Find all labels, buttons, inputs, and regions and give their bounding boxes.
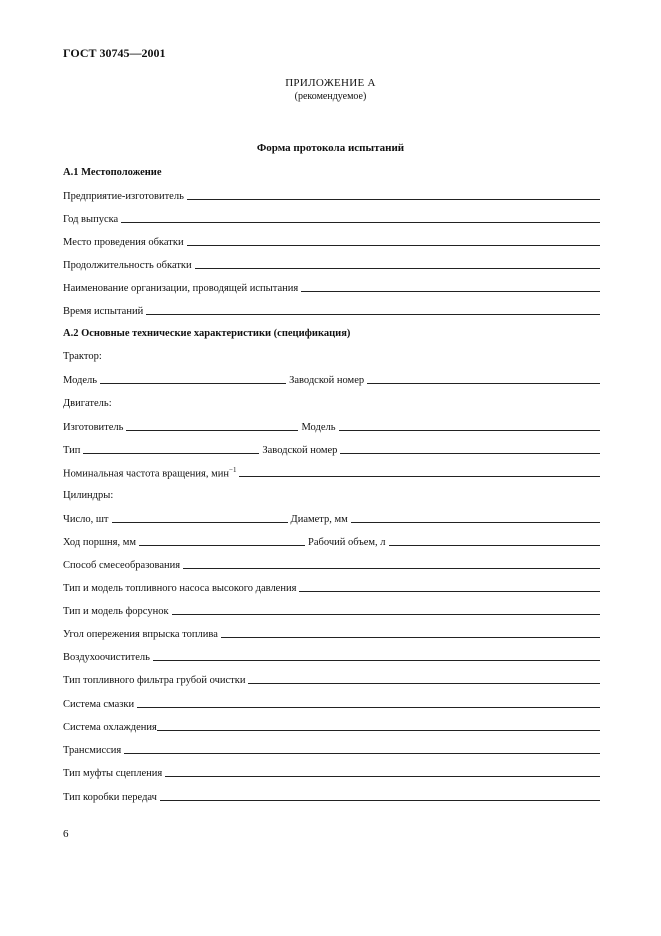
injectors-field[interactable] (63, 604, 600, 618)
engine-label: Двигатель: (63, 398, 112, 409)
manufacturer-label: Предприятие-изготовитель (63, 191, 184, 202)
engine-type-row[interactable] (63, 443, 600, 457)
duration-blank[interactable] (195, 267, 600, 269)
cooling-label: Система охлаждения (63, 722, 157, 733)
pump-label: Тип и модель топливного насоса высокого давления (63, 583, 297, 594)
lubrication-field[interactable] (63, 697, 600, 711)
diameter-blank[interactable] (351, 521, 600, 523)
advance-label: Угол опережения впрыска топлива (63, 629, 218, 640)
gearbox-label: Тип коробки передач (63, 792, 157, 803)
page-number: 6 (63, 828, 69, 840)
injectors-blank[interactable] (172, 613, 600, 615)
transmission-field[interactable] (63, 743, 600, 757)
air-cleaner-field[interactable] (63, 650, 600, 664)
place-field[interactable] (63, 235, 600, 249)
manufacturer-blank[interactable] (187, 198, 600, 200)
standard-number: ГОСТ 30745—2001 (63, 46, 166, 60)
gearbox-blank[interactable] (160, 799, 600, 801)
transmission-label: Трансмиссия (63, 745, 122, 756)
advance-field[interactable] (63, 627, 600, 641)
type-label: Тип (63, 445, 81, 456)
cooling-blank[interactable] (157, 729, 600, 731)
place-blank[interactable] (187, 244, 600, 246)
organization-field[interactable] (63, 281, 600, 295)
stroke-blank[interactable] (139, 544, 305, 546)
engine-serial-label: Заводской номер (262, 445, 338, 456)
year-blank[interactable] (121, 221, 600, 223)
engine-maker-row[interactable] (63, 420, 600, 434)
stroke-volume-row[interactable] (63, 535, 600, 549)
air-cleaner-blank[interactable] (153, 659, 600, 661)
serial-blank[interactable] (367, 382, 600, 384)
fuel-filter-field[interactable] (63, 673, 600, 687)
nominal-speed-field[interactable] (63, 466, 600, 480)
section-a1-heading: А.1 Местоположение (63, 167, 162, 178)
volume-blank[interactable] (389, 544, 600, 546)
injectors-label: Тип и модель форсунок (63, 606, 169, 617)
organization-label: Наименование организации, проводящей испытания (63, 283, 299, 294)
gearbox-field[interactable] (63, 790, 600, 804)
annex-subtitle: (рекомендуемое) (294, 91, 367, 102)
engine-serial-blank[interactable] (340, 452, 600, 454)
manufacturer-field[interactable] (63, 189, 600, 203)
fuel-filter-blank[interactable] (248, 682, 600, 684)
lubrication-label: Система смазки (63, 699, 135, 710)
count-blank[interactable] (112, 521, 288, 523)
nominal-speed-blank[interactable] (239, 475, 600, 477)
cooling-field[interactable] (63, 720, 600, 734)
clutch-label: Тип муфты сцепления (63, 768, 163, 779)
model-blank[interactable] (100, 382, 286, 384)
duration-label: Продолжительность обкатки (63, 260, 192, 271)
pump-field[interactable] (63, 581, 600, 595)
advance-blank[interactable] (221, 636, 600, 638)
time-blank[interactable] (146, 313, 600, 315)
time-field[interactable] (63, 304, 600, 318)
time-label: Время испытаний (63, 306, 144, 317)
place-label: Место проведения обкатки (63, 237, 184, 248)
nominal-speed-label (63, 464, 239, 481)
serial-label: Заводской номер (289, 375, 365, 386)
section-a2-heading: А.2 Основные технические характеристики (спецификация) (63, 328, 351, 339)
mixing-label: Способ смесеобразования (63, 560, 181, 571)
duration-field[interactable] (63, 258, 600, 272)
count-label: Число, шт (63, 514, 109, 525)
diameter-label: Диаметр, мм (290, 514, 348, 525)
mixing-field[interactable] (63, 558, 600, 572)
lubrication-blank[interactable] (137, 706, 600, 708)
clutch-field[interactable] (63, 766, 600, 780)
cylinder-count-row[interactable] (63, 512, 600, 526)
nominal-speed-unit-exponent: −1 (229, 465, 237, 474)
year-label: Год выпуска (63, 214, 119, 225)
mixing-blank[interactable] (183, 567, 600, 569)
tractor-model-row[interactable] (63, 373, 600, 387)
model-label: Модель (63, 375, 98, 386)
form-title: Форма протокола испытаний (256, 142, 405, 154)
type-blank[interactable] (83, 452, 259, 454)
fuel-filter-label: Тип топливного фильтра грубой очистки (63, 675, 246, 686)
organization-blank[interactable] (301, 290, 600, 292)
nominal-speed-text: Номинальная частота вращения, мин (63, 468, 230, 479)
engine-model-blank[interactable] (339, 429, 600, 431)
stroke-label: Ход поршня, мм (63, 537, 137, 548)
maker-label: Изготовитель (63, 422, 124, 433)
annex-title: ПРИЛОЖЕНИЕ А (285, 77, 376, 89)
maker-blank[interactable] (126, 429, 298, 431)
tractor-label: Трактор: (63, 351, 102, 362)
year-field[interactable] (63, 212, 600, 226)
pump-blank[interactable] (299, 590, 600, 592)
transmission-blank[interactable] (124, 752, 600, 754)
engine-model-label: Модель (301, 422, 336, 433)
cylinders-label: Цилиндры: (63, 490, 114, 501)
clutch-blank[interactable] (165, 775, 600, 777)
air-cleaner-label: Воздухоочиститель (63, 652, 150, 663)
volume-label: Рабочий объем, л (308, 537, 386, 548)
